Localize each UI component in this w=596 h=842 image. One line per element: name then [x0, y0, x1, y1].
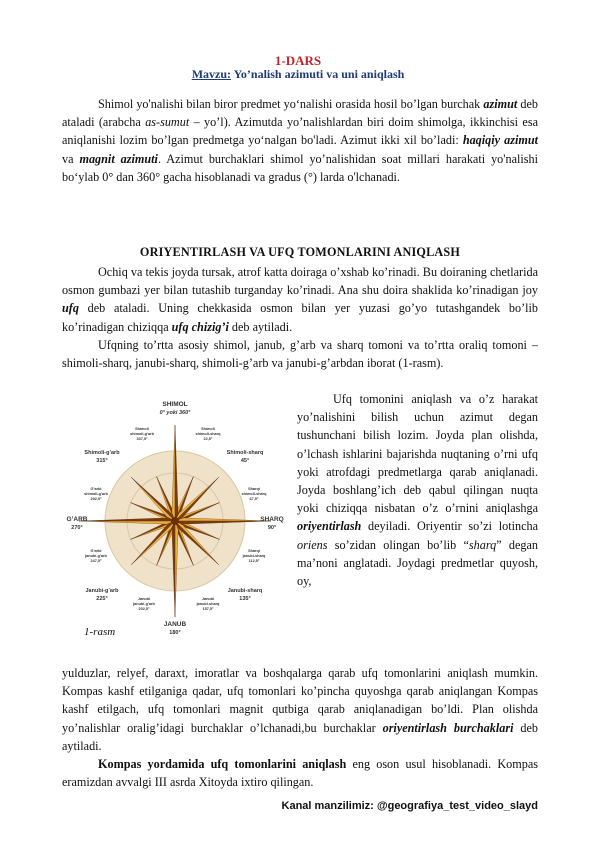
term-oriens: oriens	[297, 537, 328, 552]
term-oriyentirlash: oriyentirlash	[297, 519, 362, 534]
horizon-paragraphs	[62, 263, 538, 372]
text-run: deb ataladi. Uning chekkasida osmon bilan yer yuzasi go’yo tutashgandek bo’lib ko’rinadigan chiziqqa	[62, 301, 538, 334]
nnw-label-line1: Shimoli	[135, 427, 149, 431]
ene-degree: 67,5°	[249, 497, 259, 501]
directions-paragraph: Ufqning to’rtta asosiy shimol, janub, g’arb va sharq tomoni va to’rtta oraliq tomoni – shimoli-sharq, janubi-sharq, shimoli-g’arb va janubi-g’arbdan iborat (1-rasm).	[62, 337, 538, 371]
text-run: so’zidan olingan bo’lib “	[327, 537, 469, 552]
sse-label-line2: janubi-sharq	[196, 602, 220, 606]
channel-footer: Kanal manzilimiz: @geografiya_test_video_slayd	[281, 800, 538, 812]
topic-label: Mavzu:	[191, 67, 232, 81]
ene-label-line2: shimoli-sharq	[241, 492, 267, 496]
south-label: JANUB	[163, 621, 187, 628]
west-label: G’ARB	[66, 516, 88, 523]
term-ufq: ufq	[62, 301, 79, 316]
term-sharq: sharq	[468, 537, 497, 552]
text-run: Shimol yo'nalishi bilan biror predmet yo‘nalishi orasida hosil bo’lgan burchak	[98, 97, 484, 111]
northeast-label: Shimoli-sharq	[226, 450, 264, 456]
nnw-degree: 337,5°	[136, 437, 148, 441]
text-run: deyiladi. Oriyentir so’zi lotincha	[361, 519, 538, 534]
ssw-label-line1: Janubi	[137, 597, 151, 601]
southwest-label: Janubi-g’arb	[85, 588, 119, 594]
text-run: – yo’l). Azimutda yo’nalishlardan biri doim shimolga, ikkinchisi esa aniqlanishi lozim bo’lgan predmetga yo‘nalgan bo'ladi. Azimut ikki xil bo’ladi:	[62, 115, 538, 148]
text-run: . Azimut burchaklari shimol yo’nalishidan soat millari harakati yo'nalishi bo‘ylab 0° dan 360° gacha hisoblanadi va gradus (°) larda o'lchanadi.	[62, 151, 538, 184]
section-heading: ORIYENTIRLASH VA UFQ TOMONLARINI ANIQLASH	[139, 245, 461, 259]
ese-degree: 112,5°	[248, 559, 260, 563]
intro-paragraph	[62, 95, 538, 186]
lesson-title: 1-DARS	[274, 53, 322, 68]
text-run: ” degan ma’noni anglatadi. Joydagi predmetlar quyosh, oy,	[297, 537, 538, 589]
ssw-degree: 202,5°	[138, 607, 150, 611]
nne-label-line1: Shimoli	[201, 427, 215, 431]
lesson-topic	[0, 67, 596, 82]
ssw-label-line2: janubi-g’arb	[133, 602, 155, 606]
text-run: eng oson usul hisoblanadi. Kompas eramizdan avvalgi III asrda Xitoyda ixtiro qilingan.	[62, 757, 538, 790]
southwest-degree: 225°	[96, 596, 108, 602]
compass-method-heading: Kompas yordamida ufq tomonlarini aniqlash	[98, 757, 347, 772]
east-degree: 90°	[267, 525, 277, 531]
ese-label-line2: janubi-sharq	[242, 554, 266, 558]
east-label: SHARQ	[260, 516, 284, 523]
nnw-label-line2: shimoli-g’arb	[130, 432, 154, 436]
sse-label-line1: Janubi	[201, 597, 215, 601]
side-paragraph	[297, 390, 538, 590]
term-ufq-chizigi: ufq chizig’i	[171, 319, 229, 334]
figure-caption: 1-rasm	[84, 626, 116, 638]
north-label: SHIMOL	[162, 401, 188, 408]
north-degree: 0° yoki 360°	[159, 410, 191, 416]
nne-degree: 22,5°	[203, 437, 213, 441]
south-degree: 180°	[169, 630, 181, 636]
text-run: deb ataladi (arabcha	[62, 97, 538, 130]
term-oriyentirlash-burchaklari: oriyentirlash burchaklari	[382, 720, 514, 735]
wnw-degree: 292,5°	[90, 497, 102, 501]
lower-paragraphs	[62, 664, 538, 791]
wsw-label-line1: G’arbi	[90, 549, 102, 553]
term-as-sumut: as-sumut	[145, 115, 190, 130]
compass-center	[171, 517, 179, 525]
wsw-label-line2: janubi-g’arb	[85, 554, 107, 558]
compass-rose-figure	[62, 390, 288, 645]
northwest-degree: 315°	[96, 458, 108, 464]
nne-label-line2: shimoli-sharq	[195, 432, 221, 436]
northeast-degree: 45°	[240, 458, 250, 464]
text-run: deb aytiladi.	[62, 720, 538, 753]
compass-rose-image	[62, 390, 288, 645]
northwest-label: Shimoli-g’arb	[84, 450, 120, 456]
term-azimut: azimut	[483, 97, 518, 111]
wsw-degree: 247,5°	[90, 559, 102, 563]
text-run: va	[62, 151, 80, 166]
text-run: yulduzlar, relyef, daraxt, imoratlar va boshqalarga qarab ufq tomonlarini aniqlash mumkin. Kompas kashf etilganiga qadar, ufq tomonlari ko’pincha quyoshga qarab aniqlangan Kompas kashf etilgach, ufq tomonlari magnit qutbiga qarab aniqlanadigan bo’ldi. Plan olishda yo’nalishlar oralig’idagi burchaklar o’lchanadi,bu burchaklar	[62, 666, 538, 735]
text-run: Ochiq va tekis joyda tursak, atrof katta doiraga o’xshab ko’rinadi. Bu doiraning chetlarida osmon gumbazi yer bilan tutashib turganday ko’rinadi. Ana shu doira shaklida ko’rinadigan joy	[62, 265, 538, 298]
wnw-label-line1: G’arbi	[90, 487, 102, 491]
west-degree: 270°	[71, 525, 83, 531]
wnw-label-line2: shimoli-g’arb	[84, 492, 108, 496]
southeast-degree: 135°	[239, 596, 251, 602]
term-haqiqiy-azimut: haqiqiy azimut	[462, 133, 539, 148]
topic-text: Yo’nalish azimuti va uni aniqlash	[231, 67, 405, 81]
ene-label-line1: Sharqi	[248, 487, 260, 491]
text-run: Ufq tomonini aniqlash va o’z harakat yo’nalishini bilish uchun azimut degan tushunchani bilish lozim. Joyda plan olishda, o’lchash ishlarini bajarishda nuqtaning o’rni ufq yoki atrofdagi predmetlarga qarab aniqlanadi. Joyda boshlang’ich deb qabul qilingan nuqta yoki chiziqqa nisbatan o’z o’rnini aniqlashga	[297, 392, 538, 516]
term-magnit-azimuti: magnit azimuti	[79, 151, 158, 166]
text-run: deb aytiladi.	[228, 319, 293, 334]
ese-label-line1: Sharqi	[248, 549, 260, 553]
southeast-label: Janubi-sharq	[227, 588, 263, 594]
sse-degree: 157,5°	[202, 607, 214, 611]
